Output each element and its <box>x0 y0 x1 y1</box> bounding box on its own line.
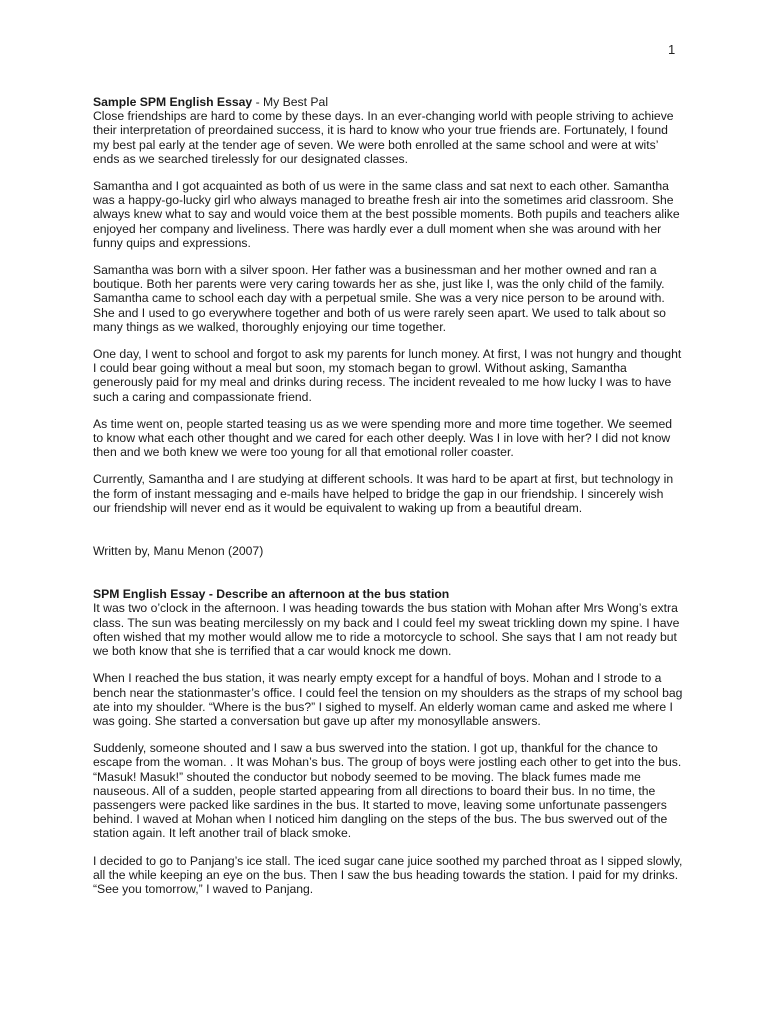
essay-2-title-rest: - Describe an afternoon at the bus station <box>205 587 450 602</box>
essay-2-title <box>93 587 683 601</box>
essay-1-paragraph-4: One day, I went to school and forgot to ask my parents for lunch money. At first, I was not hungry and thought I could bear going without a meal but soon, my stomach began to growl. Without asking, Samantha generously paid for my meal and drinks during recess. The incident revealed to me how lucky I was to have such a caring and compassionate friend. <box>93 347 682 404</box>
essay-1-title <box>93 95 683 109</box>
essay-1-paragraph-3: Samantha was born with a silver spoon. Her father was a businessman and her mother owned and ran a boutique. Both her parents were very caring towards her as she, just like I, was the only child of the family. Samantha came to school each day with a perpetual smile. She was a very nice person to be around with. She and I used to go everywhere together and both of us were rarely seen apart. We used to talk about so many things as we walked, thoroughly enjoying our time together. <box>93 263 666 334</box>
essay-1-paragraph-5: As time went on, people started teasing us as we were spending more and more time together. We seemed to know what each other thought and we cared for each other deeply. Was I in love with her? I did not know then and we both knew we were too young for all that emotional roller coaster. <box>93 416 672 460</box>
essay-2-title-bold: SPM English Essay <box>93 587 206 602</box>
essay-2-paragraph-4: I decided to go to Panjang’s ice stall. The iced sugar cane juice soothed my parched throat as I sipped slowly, all the while keeping an eye on the bus. Then I saw the bus heading towards the station. I paid for my drinks. “See you tomorrow,” I waved to Panjang. <box>93 853 683 896</box>
essay-2-paragraph-2: When I reached the bus station, it was nearly empty except for a handful of boys. Mohan and I strode to a bench near the stationmaster’s office. I could feel the tension on my shoulders as the straps of my school bag ate into my shoulder. “Where is the bus?” I sighed to myself. An elderly woman came and asked me where I was going. She started a conversation but gave up after my monosyllable answers. <box>93 671 683 728</box>
essay-1-title-bold: Sample SPM English Essay <box>93 95 253 109</box>
page-number: 1 <box>668 42 676 57</box>
essay-1-title-rest: - My Best Pal <box>252 95 329 109</box>
document-body <box>93 95 683 896</box>
essay-1-paragraph-2: Samantha and I got acquainted as both of us were in the same class and sat next to each other. Samantha was a happy-go-lucky girl who always managed to breathe fresh air into the sometimes arid classroom. She always knew what to say and would voice them at the best possible moments. Both pupils and teachers alike enjoyed her company and liveliness. There was hardly ever a dull moment when she was around with her funny quips and expressions. <box>93 179 680 250</box>
essay-1-paragraph-6: Currently, Samantha and I are studying at different schools. It was hard to be apart at first, but technology in the form of instant messaging and e-mails have helped to bridge the gap in our friendship. I sincerely wish our friendship will never end as it would be equivalent to waking up from a beautiful dream. <box>93 472 674 515</box>
essay-1-signature: Written by, Manu Menon (2007) <box>93 544 264 559</box>
essay-1-paragraph-1: Close friendships are hard to come by these days. In an ever-changing world with people striving to achieve their interpretation of preordained success, it is hard to know who your true friends are. Fortunately, I found my best pal early at the tender age of seven. We were both enrolled at the same school and were at wits’ ends as we searched tirelessly for our designated classes. <box>93 109 674 166</box>
essay-2-paragraph-1: It was two o’clock in the afternoon. I was heading towards the bus station with Mohan after Mrs Wong’s extra class. The sun was beating mercilessly on my back and I could feel my sweat trickling down my spine. I have often wished that my mother would allow me to ride a motorcycle to school. She says that I am not ready but we both know that she is terrified that a car would knock me down. <box>93 601 680 659</box>
essay-2-paragraph-3: Suddenly, someone shouted and I saw a bus swerved into the station. I got up, thankful for the chance to escape from the woman. . It was Mohan’s bus. The group of boys were jostling each other to get into the bus. “Masuk! Masuk!” shouted the conductor but nobody seemed to be moving. The black fumes made me nauseous. All of a sudden, people started appearing from all directions to board their bus. In no time, the passengers were packed like sardines in the bus. It started to move, leaving some unfortunate passengers behind. I waved at Mohan when I noticed him dangling on the steps of the bus. The bus swerved out of the station again. It left another trail of black smoke. <box>93 741 682 841</box>
